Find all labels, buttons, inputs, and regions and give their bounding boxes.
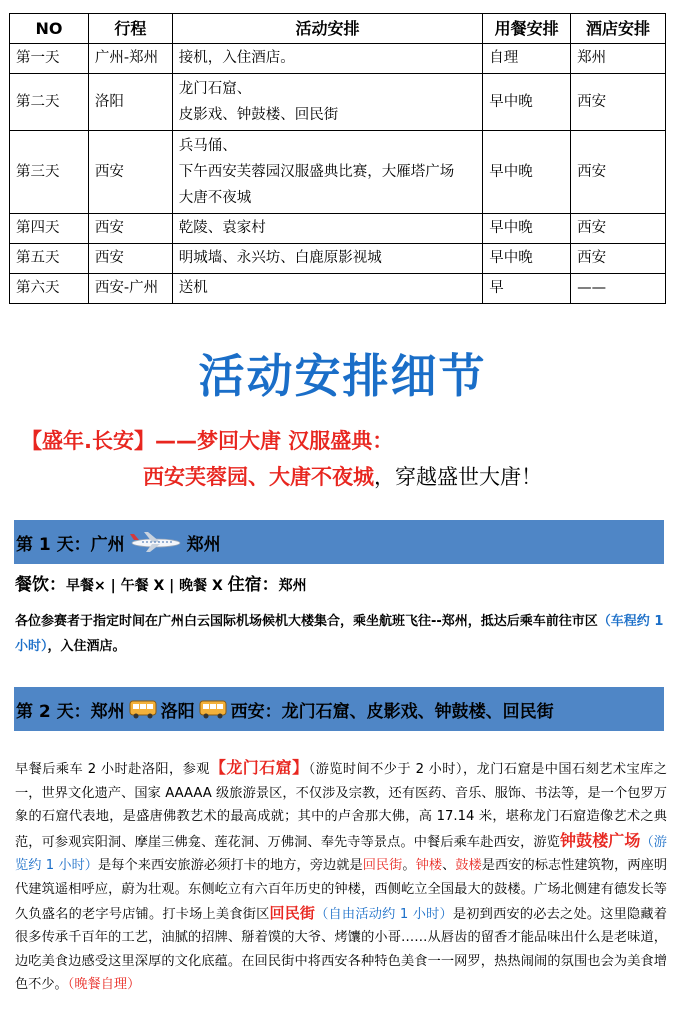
day2-bar-b: 洛阳 <box>160 701 195 722</box>
slogan-line-2 <box>0 461 685 491</box>
cell-meal: 早中晚 <box>483 214 571 244</box>
cell-meal: 早中晚 <box>483 131 571 214</box>
duration-note: （自由活动约 1 小时） <box>315 906 453 922</box>
text: 、 <box>442 858 456 874</box>
cell-day: 第三天 <box>10 131 89 214</box>
table-row <box>10 274 666 304</box>
cell-meal: 早 <box>483 274 571 304</box>
cell-hotel: —— <box>571 274 666 304</box>
cell-hotel: 西安 <box>571 214 666 244</box>
airplane-icon <box>128 530 184 554</box>
hotel-label: 住宿： <box>227 575 279 595</box>
activity-line: 接机，入住酒店。 <box>178 50 295 66</box>
activity-line: 明城墙、永兴坊、白鹿原影视城 <box>178 250 382 266</box>
text: 是初到西安的必去之处。这里隐藏着很多传承千百年的工艺，油腻的招牌、掰着馍的大爷、烤馕的小哥……从唇齿的留香才能品味出什么是老味道，边吃美食边感受这里深厚的文化底蕴。在回民街中将西安各种特色美食一一网罗，热热闹闹的氛围也会为美食增色不少。 <box>15 906 667 993</box>
cell-meal: 早中晚 <box>483 74 571 131</box>
cell-hotel: 西安 <box>571 74 666 131</box>
itinerary-table <box>9 13 666 304</box>
text: 是西安的标志性建筑物，两座明代建筑遥相呼应，蔚为壮观。东侧屹立有六百年历史的钟楼，西侧屹立全国最大的鼓楼。广场北侧建有德发长等久负盛名的老字号店铺。打卡场上美食街区 <box>15 858 668 922</box>
cell-route: 西安 <box>88 244 172 274</box>
day1-desc-end: ，入住酒店。 <box>47 639 126 654</box>
highlight-zhonggulou: 钟鼓楼广场 <box>559 830 641 850</box>
cell-route: 西安 <box>88 131 172 214</box>
header-hotel: 酒店安排 <box>571 14 666 44</box>
day1-meal-hotel <box>15 570 307 595</box>
cell-route: 西安-广州 <box>88 274 172 304</box>
hotel-value: 郑州 <box>278 578 307 594</box>
day2-description <box>15 756 667 997</box>
activity-line: 龙门石窟、 <box>178 81 252 97</box>
section-title: 活动安排细节 <box>198 349 487 403</box>
table-row <box>10 244 666 274</box>
table-row <box>10 214 666 244</box>
table-row <box>10 44 666 74</box>
table-header-row <box>10 14 666 44</box>
cell-day: 第六天 <box>10 274 89 304</box>
text: 早餐后乘车 2 小时赴洛阳，参观 <box>15 762 210 777</box>
day2-bar-a: 第 2 天：郑州 <box>16 701 125 722</box>
cell-day: 第二天 <box>10 74 89 131</box>
slogan-highlight: 西安芙蓉园、大唐不夜城 <box>143 465 374 489</box>
dinner-note: （晚餐自理） <box>67 977 141 993</box>
bus-icon <box>128 698 158 720</box>
cell-day: 第五天 <box>10 244 89 274</box>
bus-icon <box>198 698 228 720</box>
day1-desc-duration: （车程约 1 小时） <box>15 614 664 654</box>
cell-meal: 早中晚 <box>483 244 571 274</box>
table-row <box>10 74 666 131</box>
activity-line: 下午西安芙蓉园汉服盛典比赛，大雁塔广场 <box>178 164 455 180</box>
highlight-longmen: 【龙门石窟】 <box>209 758 309 777</box>
cell-hotel: 西安 <box>571 131 666 214</box>
text: 是每个来西安旅游必须打卡的地方，旁边就是 <box>98 858 363 874</box>
text: （游览时间不少于 2 小时），龙门石窟是中国石刻艺术宝库之一，世界文化遗产、国家 AAAAA 级旅游景区，不仅涉及宗教，还有医药、音乐、服饰、书法等，是一个包罗万象的石窟代表地，是盛唐佛教艺术的最高成就；其中的卢舍那大佛，高 17.14 米，堪称龙门石窟造像艺术之典范，可参观宾阳洞、摩崖三佛龛、莲花洞、万佛洞、奉先寺等景点。中餐后乘车赴西安，游览 <box>15 762 667 850</box>
cell-day: 第四天 <box>10 214 89 244</box>
cell-activity <box>172 244 482 274</box>
highlight-gulou: 鼓楼 <box>455 858 482 874</box>
duration-note: （游览约 1 小时） <box>15 834 667 874</box>
slogan-rest: ，穿越盛世大唐！ <box>374 465 542 489</box>
cell-hotel: 西安 <box>571 244 666 274</box>
day1-header-bar <box>14 520 664 564</box>
day1-bar-suffix: 郑州 <box>186 534 221 555</box>
activity-line: 大唐不夜城 <box>178 190 252 206</box>
table-row <box>10 131 666 214</box>
cell-activity <box>172 214 482 244</box>
text: 。 <box>402 858 416 874</box>
day2-header-bar <box>14 687 664 731</box>
cell-activity <box>172 44 482 74</box>
highlight-huimin-inline: 回民街 <box>362 858 403 874</box>
activity-line: 皮影戏、钟鼓楼、回民街 <box>178 107 339 123</box>
day1-bar-prefix: 第 1 天：广州 <box>16 534 125 555</box>
cell-activity <box>172 131 482 214</box>
activity-line: 送机 <box>178 280 208 296</box>
meal-value: 早餐× | 午餐 X | 晚餐 X <box>66 578 228 594</box>
day2-bar-c: 西安：龙门石窟、皮影戏、钟鼓楼、回民街 <box>230 701 554 722</box>
cell-activity <box>172 274 482 304</box>
day1-description <box>15 609 665 659</box>
cell-route: 西安 <box>88 214 172 244</box>
day1-desc-main: 各位参赛者于指定时间在广州白云国际机场候机大楼集合，乘坐航班飞往--郑州，抵达后乘车前往市区 <box>15 614 598 629</box>
cell-meal: 自理 <box>483 44 571 74</box>
header-no: NO <box>10 14 89 44</box>
header-meal: 用餐安排 <box>483 14 571 44</box>
highlight-zhonglou: 钟楼 <box>415 858 443 874</box>
cell-route: 洛阳 <box>88 74 172 131</box>
cell-activity <box>172 74 482 131</box>
activity-line: 兵马俑、 <box>178 138 237 154</box>
slogan-line-1: 【盛年.长安】——梦回大唐 汉服盛典： <box>21 429 394 453</box>
header-activity: 活动安排 <box>172 14 482 44</box>
cell-hotel: 郑州 <box>571 44 666 74</box>
meal-label: 餐饮： <box>15 575 66 595</box>
cell-day: 第一天 <box>10 44 89 74</box>
header-route: 行程 <box>88 14 172 44</box>
highlight-huimin: 回民街 <box>269 903 316 922</box>
activity-line: 乾陵、袁家村 <box>178 220 266 236</box>
cell-route: 广州-郑州 <box>88 44 172 74</box>
